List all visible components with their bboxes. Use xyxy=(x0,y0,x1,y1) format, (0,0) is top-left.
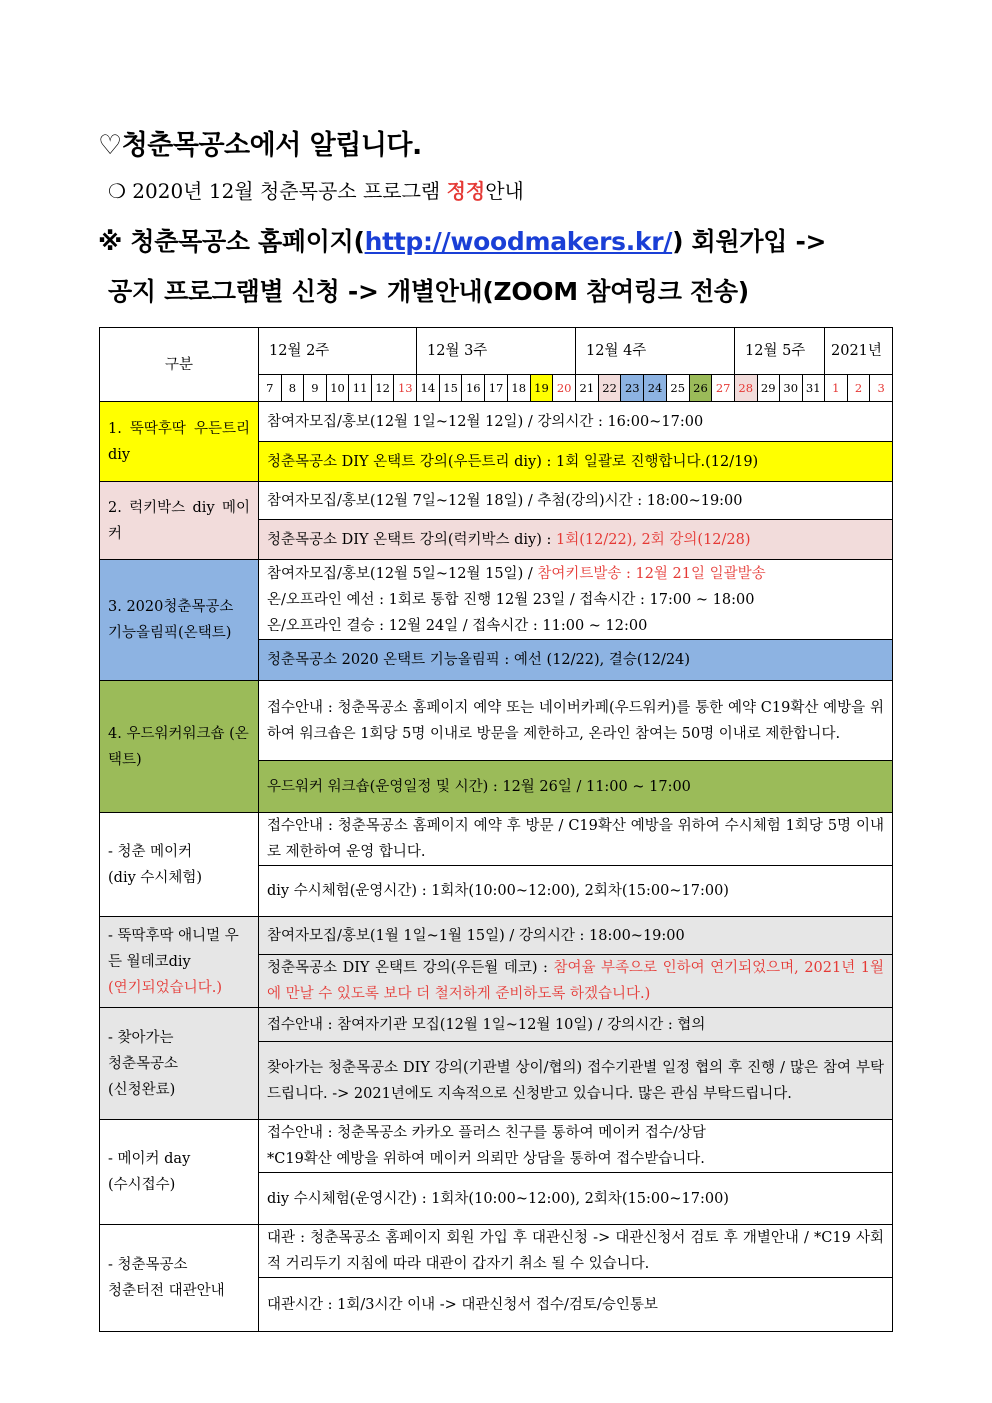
subtitle xyxy=(108,175,524,204)
day-cell: 1 xyxy=(825,375,848,401)
postponed-label: (연기되었습니다.) xyxy=(108,980,222,996)
info-text: 참여자모집/홍보(12월 5일~12월 15일) / xyxy=(267,565,538,582)
subtitle-prefix: ❍ 2020년 12월 청춘목공소 프로그램 xyxy=(108,179,447,203)
program-table xyxy=(99,327,893,1332)
program-schedule xyxy=(259,520,893,560)
day-cell: 25 xyxy=(667,375,690,401)
week-header: 12월 2주 xyxy=(259,328,417,375)
program-info: 참여자모집/홍보(1월 1일~1월 15일) / 강의시간 : 18:00~19:00 xyxy=(259,917,893,955)
day-cell: 27 xyxy=(715,381,731,395)
program-label-makerday xyxy=(100,1120,259,1225)
day-cell: 13 xyxy=(397,381,413,395)
label-line: (diy 수시체험) xyxy=(108,869,203,886)
homepage-link[interactable]: http://woodmakers.kr/ xyxy=(364,227,673,256)
info-text: 온/오프라인 예선 : 1회로 통합 진행 12월 23일 / 접속시간 : 17:00 ~ 18:00 xyxy=(267,591,755,608)
program-info xyxy=(259,560,893,640)
program-schedule: 찾아가는 청춘목공소 DIY 강의(기관별 상이/협의) 접수기관별 일정 협의 후 진행 / 많은 참여 부탁드립니다. -> 2021년에도 지속적으로 신청받고 있습니다. 많은 관심 부탁드립니다. xyxy=(259,1042,893,1120)
label-line: - 찾아가는 xyxy=(108,1029,174,1046)
label-line: - 뚝딱후딱 애니멀 우든 월데코diy xyxy=(108,928,239,970)
label-line: 청춘터전 대관안내 xyxy=(108,1283,225,1299)
program-schedule: 우드워커 워크숍(운영일정 및 시간) : 12월 26일 / 11:00 ~ 17:00 xyxy=(259,761,893,813)
day-cell: 7 xyxy=(259,375,282,401)
day-cell: 9 xyxy=(304,375,327,401)
program-schedule: diy 수시체험(운영시간) : 1회차(10:00~12:00), 2회차(15:00~17:00) xyxy=(259,1173,893,1225)
postponed-notice: 참여율 부족으로 인하여 연기되었으며, 2021년 1월에 만날 수 있도록 보다 더 철저하게 준비하도록 하겠습니다.) xyxy=(267,960,884,1002)
day-cell: 31 xyxy=(805,381,821,395)
program-schedule xyxy=(259,955,893,1008)
days-week-4 xyxy=(576,375,735,402)
program-info: 접수안내 : 청춘목공소 홈페이지 예약 또는 네이버카페(우드워커)를 통한 예약 C19확산 예방을 위하여 워크숍은 1회당 5명 이내로 방문을 제한하고, 온라인 참여는 50명 이내로 제한합니다. xyxy=(259,681,893,761)
program-info: 접수안내 : 참여자기관 모집(12월 1일~12월 10일) / 강의시간 : 협의 xyxy=(259,1008,893,1042)
subtitle-highlight: 정정 xyxy=(446,179,486,203)
kit-notice: 참여키트발송 : 12월 21일 일괄발송 xyxy=(537,565,766,582)
program-label-walldeco xyxy=(100,917,259,1008)
label-line: (수시접수) xyxy=(108,1177,176,1193)
day-cell: 14 xyxy=(417,375,440,401)
program-schedule: 청춘목공소 DIY 온택트 강의(우든트리 diy) : 1회 일괄로 진행합니다.(12/19) xyxy=(259,442,893,482)
notice-prefix: ※ 청춘목공소 홈페이지( xyxy=(98,227,365,256)
day-cell: 2 xyxy=(848,375,871,401)
program-label-visiting xyxy=(100,1008,259,1120)
label-line: - 청춘 메이커 xyxy=(108,843,193,860)
schedule-text: 청춘목공소 DIY 온택트 강의(럭키박스 diy) : xyxy=(267,531,556,548)
day-cell: 15 xyxy=(440,375,463,401)
label-line: - 메이커 day xyxy=(108,1151,191,1167)
program-label-rental xyxy=(100,1225,259,1332)
program-info: 대관 : 청춘목공소 홈페이지 회원 가입 후 대관신청 -> 대관신청서 검토 후 개별안내 / *C19 사회적 거리두기 지침에 따라 대관이 갑자기 취소 될 수 있습니다. xyxy=(259,1225,893,1278)
day-cell: 12 xyxy=(372,375,395,401)
info-text: 온/오프라인 결승 : 12월 24일 / 접속시간 : 11:00 ~ 12:00 xyxy=(267,617,648,634)
days-2021 xyxy=(825,375,893,402)
day-cell: 3 xyxy=(877,381,885,395)
day-cell: 19 xyxy=(531,375,554,401)
program-label-luckybox: 2. 럭키박스 diy 메이커 xyxy=(100,482,259,560)
notice-line-2: 공지 프로그램별 신청 -> 개별안내(ZOOM 참여링크 전송) xyxy=(108,277,749,306)
label-line: - 청춘목공소 xyxy=(108,1257,188,1273)
week-header: 12월 5주 xyxy=(735,328,825,375)
program-info xyxy=(259,1120,893,1173)
subtitle-suffix: 안내 xyxy=(485,179,524,203)
program-info: 접수안내 : 청춘목공소 홈페이지 예약 후 방문 / C19확산 예방을 위하여 수시체험 1회당 5명 이내로 제한하여 운영 합니다. xyxy=(259,813,893,866)
day-cell: 10 xyxy=(327,375,350,401)
day-cell: 16 xyxy=(462,375,485,401)
week-header: 12월 4주 xyxy=(576,328,735,375)
day-cell: 24 xyxy=(644,375,667,401)
day-cell: 30 xyxy=(780,375,803,401)
day-cell: 23 xyxy=(621,375,644,401)
days-week-5 xyxy=(735,375,825,402)
day-cell: 21 xyxy=(576,375,599,401)
day-cell: 20 xyxy=(556,381,572,395)
program-label-woodworker: 4. 우드워커워크숍 (온택트) xyxy=(100,681,259,813)
info-text: 접수안내 : 청춘목공소 카카오 플러스 친구를 통하여 메이커 접수/상담 xyxy=(267,1125,706,1141)
day-cell: 8 xyxy=(282,375,305,401)
day-cell: 22 xyxy=(599,375,622,401)
label-line: 청춘목공소 xyxy=(108,1055,179,1072)
days-week-2 xyxy=(259,375,417,402)
program-label-maker xyxy=(100,813,259,917)
program-schedule: diy 수시체험(운영시간) : 1회차(10:00~12:00), 2회차(15:00~17:00) xyxy=(259,866,893,917)
notice-suffix: ) 회원가입 -> xyxy=(672,227,827,256)
program-info: 참여자모집/홍보(12월 1일~12월 12일) / 강의시간 : 16:00~17:00 xyxy=(259,402,893,442)
schedule-text: 청춘목공소 DIY 온택트 강의(우든월 데코) : xyxy=(267,960,554,976)
days-week-3 xyxy=(417,375,576,402)
day-cell: 29 xyxy=(758,375,781,401)
week-header: 12월 3주 xyxy=(417,328,576,375)
program-label-olympic: 3. 2020청춘목공소 기능올림픽(온택트) xyxy=(100,560,259,681)
program-schedule: 청춘목공소 2020 온택트 기능올림픽 : 예선 (12/22), 결승(12/24) xyxy=(259,640,893,681)
label-line: (신청완료) xyxy=(108,1081,176,1098)
page-title: ♡청춘목공소에서 알립니다. xyxy=(98,130,422,161)
program-label-woodtree: 1. 뚝딱후딱 우든트리 diy xyxy=(100,402,259,482)
day-cell: 11 xyxy=(349,375,372,401)
day-cell: 26 xyxy=(690,375,713,401)
header-category: 구분 xyxy=(100,328,259,402)
day-cell: 18 xyxy=(508,375,531,401)
program-info: 참여자모집/홍보(12월 7일~12월 18일) / 추첨(강의)시간 : 18:00~19:00 xyxy=(259,482,893,520)
schedule-dates: 1회(12/22), 2회 강의(12/28) xyxy=(556,531,751,548)
notice-line-1 xyxy=(98,222,826,258)
week-header: 2021년 xyxy=(825,328,893,375)
program-schedule: 대관시간 : 1회/3시간 이내 -> 대관신청서 접수/검토/승인통보 xyxy=(259,1278,893,1332)
info-text: *C19확산 예방을 위하여 메이커 의뢰만 상담을 통하여 접수받습니다. xyxy=(267,1151,705,1167)
day-cell: 28 xyxy=(735,375,758,401)
day-cell: 17 xyxy=(485,375,508,401)
